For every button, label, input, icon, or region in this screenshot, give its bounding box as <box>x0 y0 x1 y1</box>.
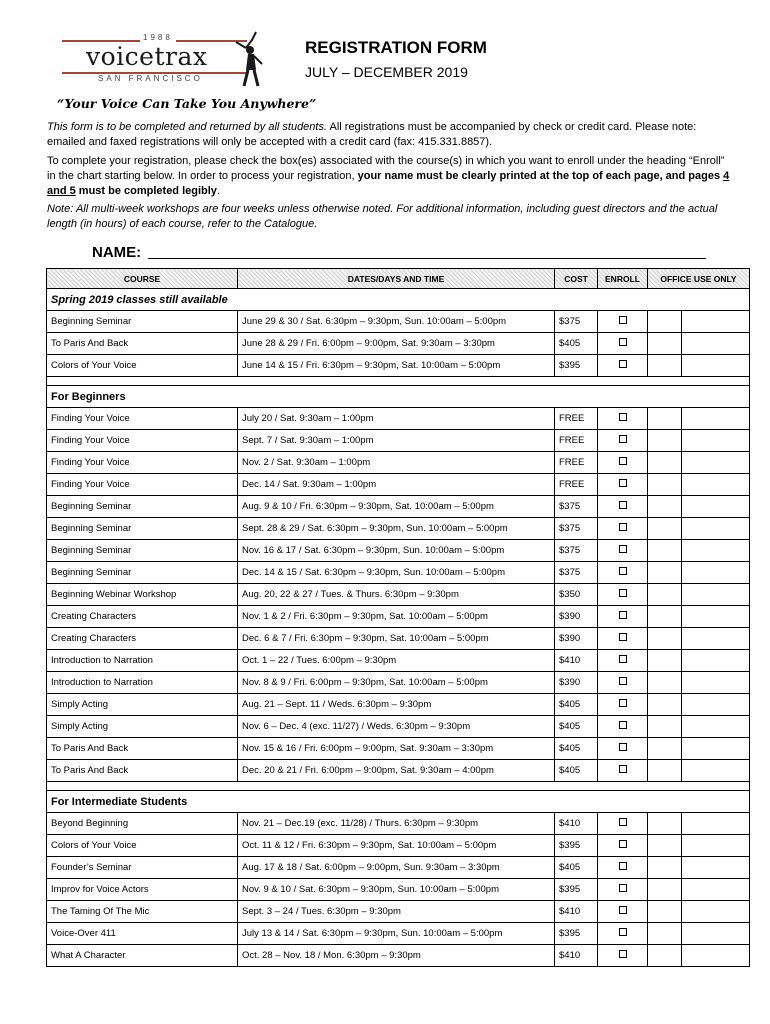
course-cell: Improv for Voice Actors <box>47 879 238 901</box>
enroll-cell <box>598 650 648 672</box>
cost-cell: $375 <box>555 562 598 584</box>
header-dates: DATES/DAYS AND TIME <box>238 269 555 289</box>
dates-cell: Nov. 15 & 16 / Fri. 6:00pm – 9:00pm, Sat. 9:30am – 3:30pm <box>238 738 555 760</box>
office-use-cell-1 <box>648 760 682 782</box>
dates-cell: July 20 / Sat. 9:30am – 1:00pm <box>238 408 555 430</box>
course-cell: What A Character <box>47 945 238 967</box>
dates-cell: June 29 & 30 / Sat. 6:30pm – 9:30pm, Sun. 10:00am – 5:00pm <box>238 311 555 333</box>
office-use-cell-1 <box>648 311 682 333</box>
header-office-use: OFFICE USE ONLY <box>648 269 750 289</box>
table-row <box>47 650 750 672</box>
office-use-cell-1 <box>648 474 682 496</box>
course-cell: Simply Acting <box>47 716 238 738</box>
enroll-cell <box>598 606 648 628</box>
office-use-cell-1 <box>648 628 682 650</box>
section-heading-row <box>47 289 750 311</box>
section-heading-row <box>47 791 750 813</box>
office-use-cell-2 <box>682 738 750 760</box>
dates-cell: Nov. 2 / Sat. 9:30am – 1:00pm <box>238 452 555 474</box>
enroll-cell <box>598 879 648 901</box>
dates-cell: Aug. 21 – Sept. 11 / Weds. 6:30pm – 9:30pm <box>238 694 555 716</box>
enroll-cell <box>598 716 648 738</box>
table-row <box>47 518 750 540</box>
course-cell: Creating Characters <box>47 628 238 650</box>
enroll-cell <box>598 518 648 540</box>
cost-cell: $405 <box>555 738 598 760</box>
enroll-checkbox[interactable] <box>619 928 627 936</box>
table-row <box>47 430 750 452</box>
cost-cell: $390 <box>555 672 598 694</box>
section-title: For Beginners <box>47 386 750 408</box>
enroll-cell <box>598 496 648 518</box>
course-cell: Finding Your Voice <box>47 408 238 430</box>
intro-p1-rest: All registrations must be accompanied by check or credit card. Please note: emailed and faxed registrations will only be accepted with a credit card (fax: 415.331.8857). <box>47 121 697 148</box>
course-cell: Simply Acting <box>47 694 238 716</box>
office-use-cell-1 <box>648 857 682 879</box>
enroll-checkbox[interactable] <box>619 655 627 663</box>
office-use-cell-2 <box>682 901 750 923</box>
table-row <box>47 813 750 835</box>
dates-cell: Dec. 14 & 15 / Sat. 6:30pm – 9:30pm, Sun. 10:00am – 5:00pm <box>238 562 555 584</box>
dates-cell: Sept. 28 & 29 / Sat. 6:30pm – 9:30pm, Sun. 10:00am – 5:00pm <box>238 518 555 540</box>
office-use-cell-1 <box>648 694 682 716</box>
table-row <box>47 879 750 901</box>
course-cell: Founder’s Seminar <box>47 857 238 879</box>
header-enroll: ENROLL <box>598 269 648 289</box>
table-row <box>47 738 750 760</box>
office-use-cell-2 <box>682 813 750 835</box>
enroll-checkbox[interactable] <box>619 360 627 368</box>
table-row <box>47 857 750 879</box>
enroll-checkbox[interactable] <box>619 677 627 685</box>
table-row <box>47 835 750 857</box>
enroll-checkbox[interactable] <box>619 435 627 443</box>
course-cell: Beyond Beginning <box>47 813 238 835</box>
intro-p2-bold2: must be completed legibly <box>75 185 217 197</box>
enroll-cell <box>598 584 648 606</box>
enroll-checkbox[interactable] <box>619 862 627 870</box>
form-title: REGISTRATION FORM <box>305 38 487 57</box>
office-use-cell-1 <box>648 496 682 518</box>
office-use-cell-1 <box>648 672 682 694</box>
enroll-cell <box>598 760 648 782</box>
dates-cell: July 13 & 14 / Sat. 6:30pm – 9:30pm, Sun. 10:00am – 5:00pm <box>238 923 555 945</box>
enroll-checkbox[interactable] <box>619 413 627 421</box>
form-subtitle: JULY – DECEMBER 2019 <box>305 64 468 80</box>
enroll-cell <box>598 672 648 694</box>
office-use-cell-2 <box>682 760 750 782</box>
course-cell: Finding Your Voice <box>47 452 238 474</box>
table-row <box>47 694 750 716</box>
enroll-cell <box>598 562 648 584</box>
course-cell: Beginning Seminar <box>47 518 238 540</box>
logo-wordmark: voicetrax <box>86 42 208 71</box>
cost-cell: $405 <box>555 716 598 738</box>
office-use-cell-1 <box>648 430 682 452</box>
office-use-cell-2 <box>682 355 750 377</box>
office-use-cell-1 <box>648 835 682 857</box>
section-title: Spring 2019 classes still available <box>47 289 750 311</box>
enroll-cell <box>598 408 648 430</box>
name-label: NAME: <box>92 244 142 261</box>
cost-cell: $350 <box>555 584 598 606</box>
cost-cell: $395 <box>555 879 598 901</box>
office-use-cell-2 <box>682 694 750 716</box>
dates-cell: Dec. 14 / Sat. 9:30am – 1:00pm <box>238 474 555 496</box>
table-row <box>47 584 750 606</box>
dates-cell: Sept. 3 – 24 / Tues. 6:30pm – 9:30pm <box>238 901 555 923</box>
course-cell: Colors of Your Voice <box>47 355 238 377</box>
enroll-checkbox[interactable] <box>619 457 627 465</box>
office-use-cell-1 <box>648 584 682 606</box>
enroll-cell <box>598 694 648 716</box>
office-use-cell-2 <box>682 628 750 650</box>
office-use-cell-1 <box>648 716 682 738</box>
office-use-cell-1 <box>648 540 682 562</box>
enroll-checkbox[interactable] <box>619 818 627 826</box>
dates-cell: Aug. 17 & 18 / Sat. 6:00pm – 9:00pm, Sun. 9:30am – 3:30pm <box>238 857 555 879</box>
enroll-checkbox[interactable] <box>619 840 627 848</box>
office-use-cell-1 <box>648 452 682 474</box>
office-use-cell-2 <box>682 474 750 496</box>
cost-cell: $410 <box>555 945 598 967</box>
enroll-cell <box>598 355 648 377</box>
table-row <box>47 760 750 782</box>
cost-cell: $390 <box>555 628 598 650</box>
header-cost: COST <box>555 269 598 289</box>
course-cell: To Paris And Back <box>47 738 238 760</box>
table-row <box>47 628 750 650</box>
cost-cell: $410 <box>555 813 598 835</box>
office-use-cell-1 <box>648 333 682 355</box>
cost-cell: $395 <box>555 923 598 945</box>
enroll-checkbox[interactable] <box>619 567 627 575</box>
office-use-cell-1 <box>648 813 682 835</box>
table-row <box>47 474 750 496</box>
dates-cell: Aug. 20, 22 & 27 / Tues. & Thurs. 6:30pm – 9:30pm <box>238 584 555 606</box>
cost-cell: FREE <box>555 430 598 452</box>
enroll-checkbox[interactable] <box>619 699 627 707</box>
enroll-cell <box>598 333 648 355</box>
dates-cell: Nov. 9 & 10 / Sat. 6:30pm – 9:30pm, Sun. 10:00am – 5:00pm <box>238 879 555 901</box>
dates-cell: June 14 & 15 / Fri. 6:30pm – 9:30pm, Sat. 10:00am – 5:00pm <box>238 355 555 377</box>
enroll-checkbox[interactable] <box>619 501 627 509</box>
office-use-cell-2 <box>682 857 750 879</box>
enroll-cell <box>598 311 648 333</box>
voice-actor-figure-icon <box>232 30 266 90</box>
cost-cell: $410 <box>555 650 598 672</box>
course-cell: Colors of Your Voice <box>47 835 238 857</box>
table-row <box>47 945 750 967</box>
enroll-cell <box>598 738 648 760</box>
table-header-row <box>47 269 750 289</box>
intro-p2-end: . <box>216 185 220 197</box>
dates-cell: Oct. 1 – 22 / Tues. 6:00pm – 9:30pm <box>238 650 555 672</box>
cost-cell: $375 <box>555 518 598 540</box>
enroll-checkbox[interactable] <box>619 906 627 914</box>
course-cell: Creating Characters <box>47 606 238 628</box>
table-row <box>47 355 750 377</box>
dates-cell: Oct. 28 – Nov. 18 / Mon. 6:30pm – 9:30pm <box>238 945 555 967</box>
office-use-cell-1 <box>648 355 682 377</box>
office-use-cell-1 <box>648 901 682 923</box>
course-cell: Finding Your Voice <box>47 474 238 496</box>
office-use-cell-2 <box>682 496 750 518</box>
section-title: For Intermediate Students <box>47 791 750 813</box>
intro-p2-start: To complete your registration, please check the box(es) associated with the course(s) in which you want to enroll under the heading “Enroll” in the chart starting below. In order to process your registration, <box>47 155 725 182</box>
office-use-cell-2 <box>682 923 750 945</box>
enroll-checkbox[interactable] <box>619 765 627 773</box>
cost-cell: FREE <box>555 474 598 496</box>
course-cell: Beginning Seminar <box>47 311 238 333</box>
section-spacer <box>47 782 750 791</box>
enroll-checkbox[interactable] <box>619 633 627 641</box>
section-heading-row <box>47 386 750 408</box>
table-row <box>47 562 750 584</box>
dates-cell: Nov. 16 & 17 / Sat. 6:30pm – 9:30pm, Sun. 10:00am – 5:00pm <box>238 540 555 562</box>
table-row <box>47 540 750 562</box>
name-field[interactable] <box>148 258 706 259</box>
intro-p2-underline: 4 and 5 <box>47 170 730 197</box>
intro-p1-italic: This form is to be completed and returned by all students. <box>47 121 328 133</box>
enroll-cell <box>598 540 648 562</box>
dates-cell: Nov. 6 – Dec. 4 (exc. 11/27) / Weds. 6:30pm – 9:30pm <box>238 716 555 738</box>
office-use-cell-1 <box>648 650 682 672</box>
enroll-checkbox[interactable] <box>619 950 627 958</box>
office-use-cell-2 <box>682 716 750 738</box>
table-row <box>47 311 750 333</box>
office-use-cell-1 <box>648 879 682 901</box>
office-use-cell-1 <box>648 945 682 967</box>
course-cell: Introduction to Narration <box>47 650 238 672</box>
enroll-cell <box>598 474 648 496</box>
registration-table <box>46 268 750 967</box>
enroll-checkbox[interactable] <box>619 479 627 487</box>
table-row <box>47 408 750 430</box>
cost-cell: $410 <box>555 901 598 923</box>
dates-cell: Oct. 11 & 12 / Fri. 6:30pm – 9:30pm, Sat. 10:00am – 5:00pm <box>238 835 555 857</box>
table-row <box>47 496 750 518</box>
table-row <box>47 672 750 694</box>
office-use-cell-2 <box>682 540 750 562</box>
enroll-cell <box>598 923 648 945</box>
enroll-cell <box>598 835 648 857</box>
course-cell: The Taming Of The Mic <box>47 901 238 923</box>
table-body <box>47 289 750 967</box>
course-cell: Beginning Seminar <box>47 540 238 562</box>
enroll-checkbox[interactable] <box>619 721 627 729</box>
office-use-cell-2 <box>682 311 750 333</box>
course-cell: Beginning Seminar <box>47 496 238 518</box>
table-row <box>47 333 750 355</box>
dates-cell: Nov. 8 & 9 / Fri. 6:00pm – 9:30pm, Sat. 10:00am – 5:00pm <box>238 672 555 694</box>
table-row <box>47 923 750 945</box>
dates-cell: Nov. 1 & 2 / Fri. 6:30pm – 9:30pm, Sat. 10:00am – 5:00pm <box>238 606 555 628</box>
logo-city: SAN FRANCISCO <box>98 74 203 83</box>
enroll-checkbox[interactable] <box>619 743 627 751</box>
cost-cell: $405 <box>555 857 598 879</box>
dates-cell: Sept. 7 / Sat. 9:30am – 1:00pm <box>238 430 555 452</box>
course-cell: Voice-Over 411 <box>47 923 238 945</box>
enroll-cell <box>598 901 648 923</box>
dates-cell: Dec. 6 & 7 / Fri. 6:30pm – 9:30pm, Sat. 10:00am – 5:00pm <box>238 628 555 650</box>
office-use-cell-1 <box>648 562 682 584</box>
office-use-cell-2 <box>682 650 750 672</box>
office-use-cell-2 <box>682 672 750 694</box>
office-use-cell-2 <box>682 333 750 355</box>
header-course: COURSE <box>47 269 238 289</box>
dates-cell: Aug. 9 & 10 / Fri. 6:30pm – 9:30pm, Sat. 10:00am – 5:00pm <box>238 496 555 518</box>
course-cell: Finding Your Voice <box>47 430 238 452</box>
enroll-cell <box>598 857 648 879</box>
office-use-cell-2 <box>682 879 750 901</box>
enroll-cell <box>598 945 648 967</box>
course-cell: To Paris And Back <box>47 760 238 782</box>
enroll-cell <box>598 813 648 835</box>
enroll-checkbox[interactable] <box>619 611 627 619</box>
intro-p2-bold: your name must be clearly printed at the top of each page, and pages <box>357 170 724 182</box>
cost-cell: FREE <box>555 452 598 474</box>
cost-cell: $390 <box>555 606 598 628</box>
cost-cell: $375 <box>555 496 598 518</box>
enroll-checkbox[interactable] <box>619 545 627 553</box>
dates-cell: Dec. 20 & 21 / Fri. 6:00pm – 9:00pm, Sat. 9:30am – 4:00pm <box>238 760 555 782</box>
intro-paragraph-1 <box>47 120 732 150</box>
course-cell: Beginning Webinar Workshop <box>47 584 238 606</box>
spacer-cell <box>47 377 750 386</box>
course-cell: To Paris And Back <box>47 333 238 355</box>
section-spacer <box>47 377 750 386</box>
enroll-cell <box>598 430 648 452</box>
enroll-cell <box>598 452 648 474</box>
office-use-cell-2 <box>682 562 750 584</box>
cost-cell: $395 <box>555 835 598 857</box>
office-use-cell-2 <box>682 835 750 857</box>
intro-paragraph-2 <box>47 154 732 199</box>
office-use-cell-1 <box>648 518 682 540</box>
tagline: “Your Voice Can Take You Anywhere” <box>57 96 317 111</box>
spacer-cell <box>47 782 750 791</box>
table-row <box>47 716 750 738</box>
office-use-cell-2 <box>682 606 750 628</box>
office-use-cell-2 <box>682 408 750 430</box>
cost-cell: $405 <box>555 333 598 355</box>
cost-cell: $395 <box>555 355 598 377</box>
office-use-cell-1 <box>648 923 682 945</box>
office-use-cell-2 <box>682 584 750 606</box>
note-paragraph: Note: All multi-week workshops are four weeks unless otherwise noted. For additional information, including guest directors and the actual length (in hours) of each course, refer to the Catalogue. <box>47 203 718 230</box>
cost-cell: FREE <box>555 408 598 430</box>
office-use-cell-1 <box>648 738 682 760</box>
cost-cell: $375 <box>555 540 598 562</box>
enroll-checkbox[interactable] <box>619 338 627 346</box>
cost-cell: $375 <box>555 311 598 333</box>
enroll-checkbox[interactable] <box>619 884 627 892</box>
table-row <box>47 606 750 628</box>
office-use-cell-2 <box>682 430 750 452</box>
office-use-cell-2 <box>682 945 750 967</box>
logo-year: 1988 <box>140 33 176 42</box>
table-row <box>47 452 750 474</box>
voicetrax-logo <box>62 22 262 94</box>
course-cell: Beginning Seminar <box>47 562 238 584</box>
course-cell: Introduction to Narration <box>47 672 238 694</box>
office-use-cell-2 <box>682 452 750 474</box>
office-use-cell-2 <box>682 518 750 540</box>
dates-cell: June 28 & 29 / Fri. 6:00pm – 9:00pm, Sat. 9:30am – 3:30pm <box>238 333 555 355</box>
enroll-checkbox[interactable] <box>619 523 627 531</box>
enroll-cell <box>598 628 648 650</box>
enroll-checkbox[interactable] <box>619 316 627 324</box>
office-use-cell-1 <box>648 606 682 628</box>
office-use-cell-1 <box>648 408 682 430</box>
dates-cell: Nov. 21 – Dec.19 (exc. 11/28) / Thurs. 6:30pm – 9:30pm <box>238 813 555 835</box>
cost-cell: $405 <box>555 694 598 716</box>
table-row <box>47 901 750 923</box>
enroll-checkbox[interactable] <box>619 589 627 597</box>
cost-cell: $405 <box>555 760 598 782</box>
